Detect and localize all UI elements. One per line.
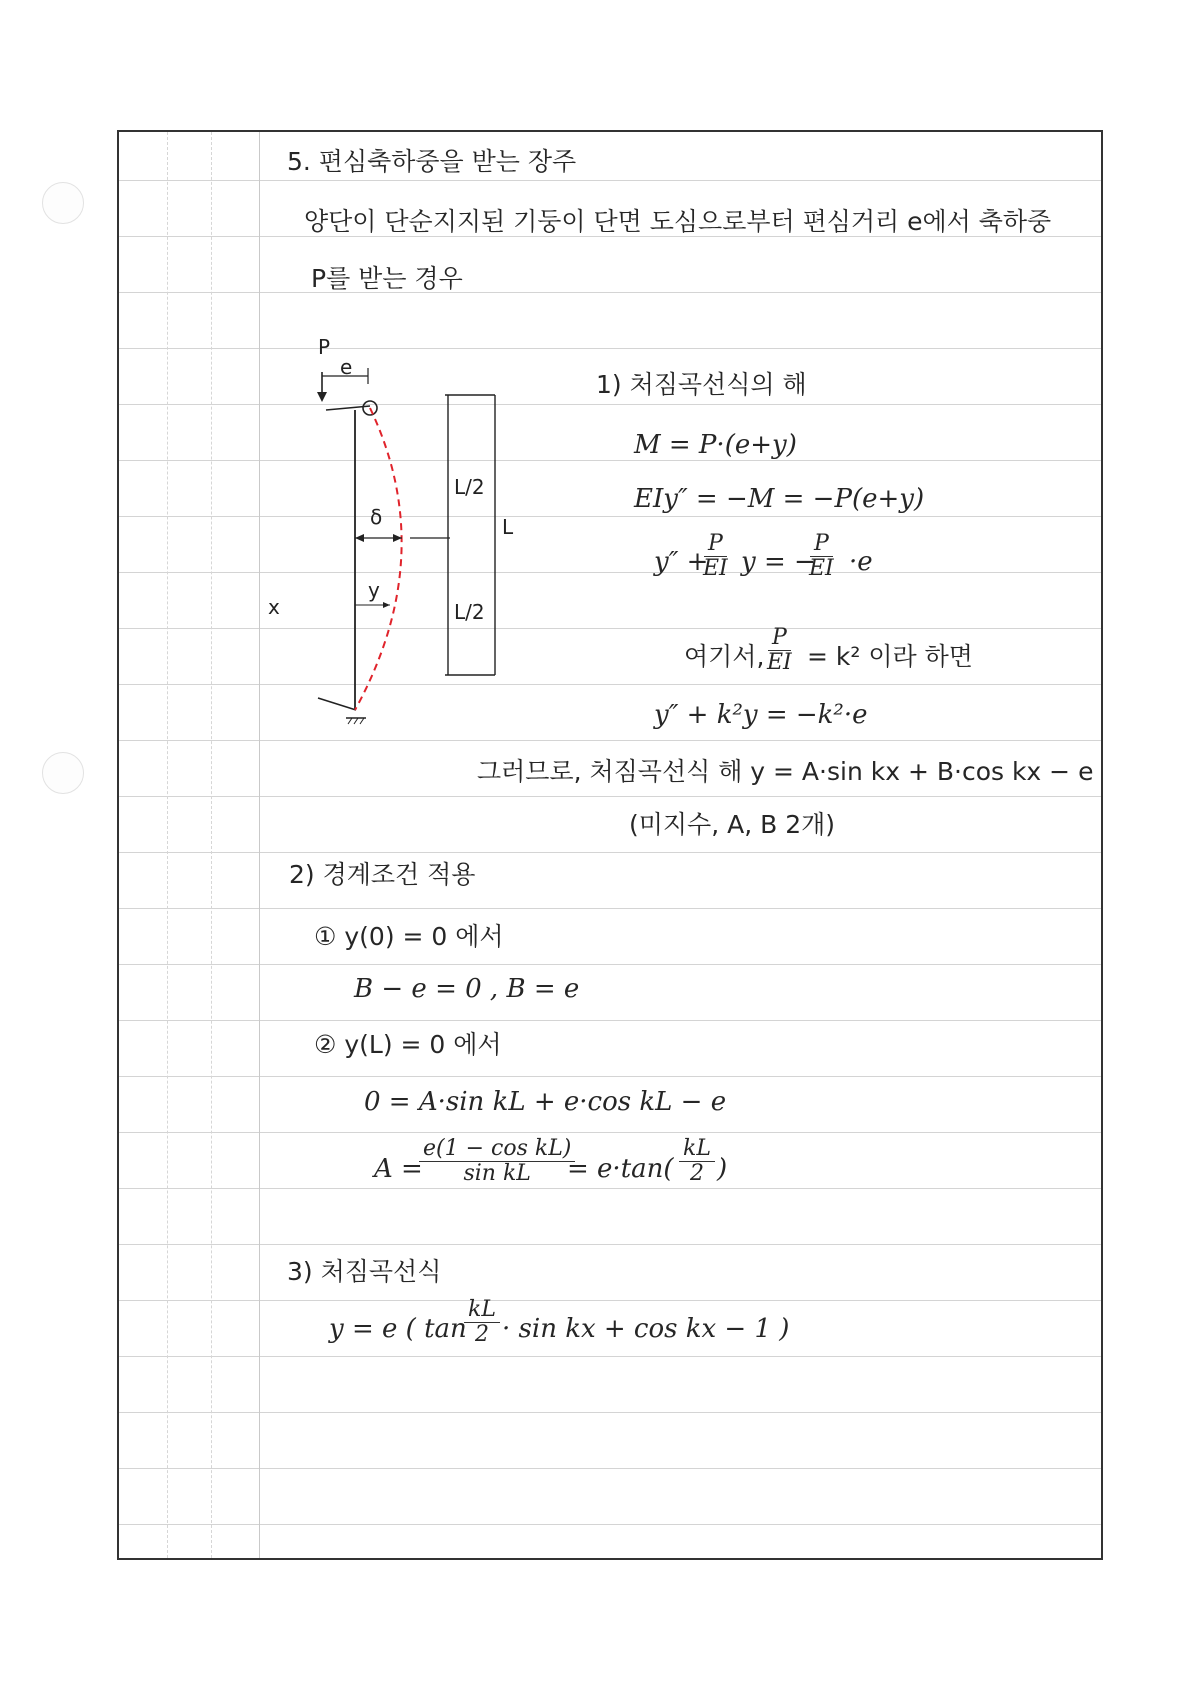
intro-line-1: 양단이 단순지지된 기둥이 단면 도심으로부터 편심거리 e에서 축하중 — [304, 207, 1052, 236]
ruled-line — [119, 964, 1101, 965]
load-arrowhead — [317, 392, 327, 402]
final-eq-post: · sin kx + cos kx − 1 ) — [502, 1314, 790, 1344]
final-eq-pre: y = e ( tan — [329, 1314, 467, 1344]
eq3-frac2 — [805, 532, 838, 581]
eq4-den: EI — [767, 650, 792, 675]
hatch — [348, 718, 352, 724]
ruled-line — [119, 572, 1101, 573]
final-eq-num: kL — [464, 1298, 500, 1323]
final-eq-den: 2 — [474, 1322, 489, 1347]
margin-line — [259, 132, 260, 1558]
differential-equation: EIy″ = −M = −P(e+y) — [634, 484, 925, 514]
ruled-line — [119, 1020, 1101, 1021]
intro-line-2: P를 받는 경우 — [311, 264, 463, 293]
condition-1-result: B − e = 0 , B = e — [354, 974, 580, 1004]
ruled-line — [119, 1132, 1101, 1133]
ruled-line — [119, 796, 1101, 797]
ruled-line — [119, 516, 1101, 517]
A-lhs: A = — [374, 1154, 423, 1184]
margin-line — [167, 132, 168, 1558]
margin-line — [211, 132, 212, 1558]
ruled-line — [119, 1188, 1101, 1189]
bottom-arm — [318, 698, 356, 710]
A-frac — [419, 1137, 575, 1186]
A-rfrac — [679, 1137, 715, 1186]
general-solution: 그러므로, 처짐곡선식 해 y = A·sin kx + B·cos kx − e — [477, 757, 1094, 786]
ruled-line — [119, 908, 1101, 909]
A-rnum: kL — [679, 1137, 715, 1162]
condition-2: ② y(L) = 0 에서 — [314, 1030, 502, 1059]
ruled-line — [119, 1524, 1101, 1525]
A-rhs: = e·tan( — [567, 1154, 674, 1184]
moment-equation: M = P·(e+y) — [634, 430, 797, 460]
hatch — [354, 718, 358, 724]
ruled-line — [119, 460, 1101, 461]
eq4-post: = k² 이라 하면 — [807, 642, 973, 671]
ruled-line — [119, 628, 1101, 629]
unknowns-note: (미지수, A, B 2개) — [629, 810, 835, 839]
punch-hole-top — [42, 182, 84, 224]
ruled-line — [119, 740, 1101, 741]
section1-title: 1) 처짐곡선식의 해 — [596, 370, 807, 399]
hatch — [360, 718, 364, 724]
A-close: ) — [717, 1154, 728, 1184]
delta-arrowhead — [355, 534, 364, 542]
eq4-num: P — [768, 626, 791, 651]
simplified-equation: y″ + k²y = −k²·e — [654, 700, 868, 730]
delta-label: δ — [370, 505, 383, 529]
ruled-line — [119, 1300, 1101, 1301]
eq3-mid: y = − — [741, 547, 816, 577]
A-den: sin kL — [463, 1161, 531, 1186]
punch-hole-bottom — [42, 752, 84, 794]
ruled-line — [119, 1356, 1101, 1357]
ruled-line — [119, 180, 1101, 181]
final-eq-frac — [464, 1298, 500, 1347]
ruled-line — [119, 1412, 1101, 1413]
ruled-line — [119, 348, 1101, 349]
ruled-line — [119, 852, 1101, 853]
eq3-frac — [699, 532, 732, 581]
section2-title: 2) 경계조건 적용 — [289, 860, 476, 889]
A-num: e(1 − cos kL) — [419, 1137, 575, 1162]
ruled-line — [119, 684, 1101, 685]
x-label: x — [268, 595, 280, 619]
eq3-num: P — [704, 532, 727, 557]
ruled-line — [119, 1244, 1101, 1245]
eq4-frac — [763, 626, 796, 675]
eq3-den: EI — [703, 556, 728, 581]
ruled-line — [119, 1076, 1101, 1077]
ruled-line — [119, 1468, 1101, 1469]
ruled-line — [119, 292, 1101, 293]
eq3-num2: P — [810, 532, 833, 557]
eq3-lhs: y″ + — [654, 547, 709, 577]
condition-2-equation: 0 = A·sin kL + e·cos kL − e — [364, 1087, 727, 1117]
condition-1: ① y(0) = 0 에서 — [314, 922, 504, 951]
section3-title: 3) 처짐곡선식 — [287, 1257, 442, 1286]
half-length-top: L/2 — [454, 475, 485, 499]
deflection-curve — [355, 408, 402, 710]
A-rden: 2 — [689, 1161, 704, 1186]
length-label: L — [502, 515, 514, 539]
half-length-bottom: L/2 — [454, 600, 485, 624]
eq3-den2: EI — [809, 556, 834, 581]
eq4-pre: 여기서, — [684, 642, 765, 671]
load-label: P — [318, 335, 331, 359]
column-diagram — [310, 340, 570, 740]
ruled-line — [119, 404, 1101, 405]
section-heading: 5. 편심축하중을 받는 장주 — [287, 147, 577, 176]
ecc-label: e — [340, 355, 353, 379]
y-label: y — [368, 578, 380, 602]
y-arrowhead — [383, 602, 390, 608]
notebook-page — [117, 130, 1103, 1560]
eq3-end: ·e — [849, 547, 873, 577]
